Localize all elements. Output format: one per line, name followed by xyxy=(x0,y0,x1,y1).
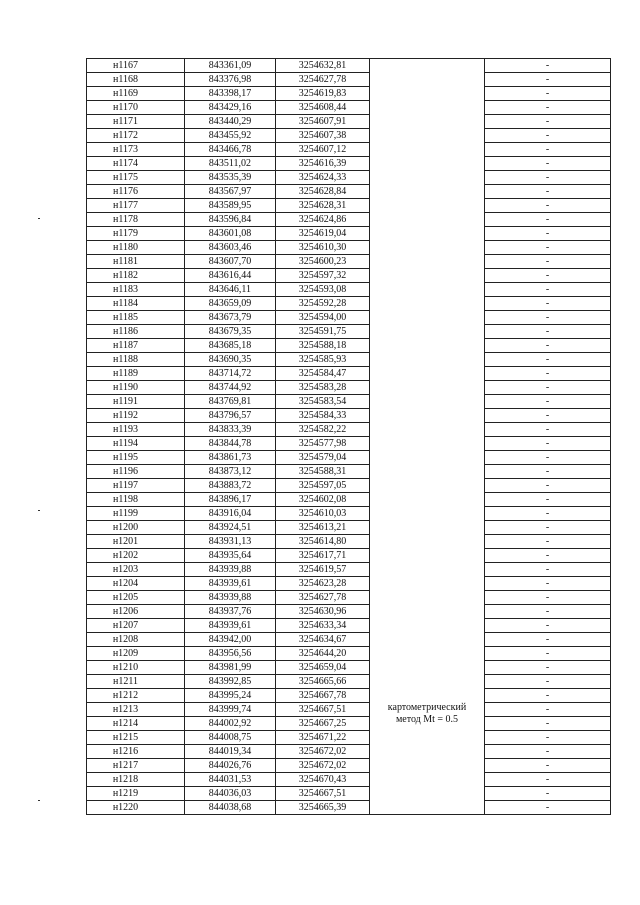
x-coordinate-cell: 843981,99 xyxy=(185,661,276,675)
table-row xyxy=(87,549,611,563)
x-coordinate-cell: 843714,72 xyxy=(185,367,276,381)
y-coordinate-cell: 3254672,02 xyxy=(276,759,370,773)
dash-cell: - xyxy=(485,409,611,423)
y-coordinate-cell: 3254600,23 xyxy=(276,255,370,269)
dash-cell: - xyxy=(485,143,611,157)
y-coordinate-cell: 3254613,21 xyxy=(276,521,370,535)
point-id-cell: н1167 xyxy=(87,59,185,73)
point-id-cell: н1209 xyxy=(87,647,185,661)
y-coordinate-cell: 3254610,03 xyxy=(276,507,370,521)
table-row xyxy=(87,213,611,227)
method-cell xyxy=(370,59,485,815)
dash-cell: - xyxy=(485,395,611,409)
point-id-cell: н1216 xyxy=(87,745,185,759)
x-coordinate-cell: 843567,97 xyxy=(185,185,276,199)
table-row xyxy=(87,325,611,339)
y-coordinate-cell: 3254670,43 xyxy=(276,773,370,787)
table-row xyxy=(87,283,611,297)
y-coordinate-cell: 3254579,04 xyxy=(276,451,370,465)
table-row xyxy=(87,759,611,773)
y-coordinate-cell: 3254591,75 xyxy=(276,325,370,339)
point-id-cell: н1211 xyxy=(87,675,185,689)
x-coordinate-cell: 843511,02 xyxy=(185,157,276,171)
x-coordinate-cell: 843873,12 xyxy=(185,465,276,479)
table-row xyxy=(87,647,611,661)
x-coordinate-cell: 843939,88 xyxy=(185,563,276,577)
point-id-cell: н1170 xyxy=(87,101,185,115)
dash-cell: - xyxy=(485,591,611,605)
dash-cell: - xyxy=(485,703,611,717)
table-row xyxy=(87,129,611,143)
point-id-cell: н1177 xyxy=(87,199,185,213)
dash-cell: - xyxy=(485,101,611,115)
dash-cell: - xyxy=(485,535,611,549)
table-row xyxy=(87,437,611,451)
y-coordinate-cell: 3254584,33 xyxy=(276,409,370,423)
dash-cell: - xyxy=(485,59,611,73)
dash-cell: - xyxy=(485,549,611,563)
x-coordinate-cell: 843535,39 xyxy=(185,171,276,185)
table-row xyxy=(87,101,611,115)
x-coordinate-cell: 843690,35 xyxy=(185,353,276,367)
dash-cell: - xyxy=(485,773,611,787)
table-row xyxy=(87,493,611,507)
x-coordinate-cell: 843924,51 xyxy=(185,521,276,535)
point-id-cell: н1199 xyxy=(87,507,185,521)
dash-cell: - xyxy=(485,437,611,451)
y-coordinate-cell: 3254608,44 xyxy=(276,101,370,115)
y-coordinate-cell: 3254592,28 xyxy=(276,297,370,311)
x-coordinate-cell: 843659,09 xyxy=(185,297,276,311)
dash-cell: - xyxy=(485,479,611,493)
table-row xyxy=(87,227,611,241)
table-row xyxy=(87,311,611,325)
point-id-cell: н1190 xyxy=(87,381,185,395)
y-coordinate-cell: 3254610,30 xyxy=(276,241,370,255)
x-coordinate-cell: 843916,04 xyxy=(185,507,276,521)
point-id-cell: н1217 xyxy=(87,759,185,773)
x-coordinate-cell: 843398,17 xyxy=(185,87,276,101)
point-id-cell: н1212 xyxy=(87,689,185,703)
table-row xyxy=(87,171,611,185)
table-row xyxy=(87,773,611,787)
point-id-cell: н1197 xyxy=(87,479,185,493)
y-coordinate-cell: 3254583,28 xyxy=(276,381,370,395)
x-coordinate-cell: 843603,46 xyxy=(185,241,276,255)
table-row xyxy=(87,563,611,577)
x-coordinate-cell: 843935,64 xyxy=(185,549,276,563)
y-coordinate-cell: 3254617,71 xyxy=(276,549,370,563)
y-coordinate-cell: 3254623,28 xyxy=(276,577,370,591)
point-id-cell: н1185 xyxy=(87,311,185,325)
dash-cell: - xyxy=(485,661,611,675)
point-id-cell: н1202 xyxy=(87,549,185,563)
y-coordinate-cell: 3254632,81 xyxy=(276,59,370,73)
dash-cell: - xyxy=(485,493,611,507)
table-row xyxy=(87,717,611,731)
y-coordinate-cell: 3254671,22 xyxy=(276,731,370,745)
point-id-cell: н1214 xyxy=(87,717,185,731)
point-id-cell: н1175 xyxy=(87,171,185,185)
table-row xyxy=(87,367,611,381)
point-id-cell: н1200 xyxy=(87,521,185,535)
dash-cell: - xyxy=(485,465,611,479)
y-coordinate-cell: 3254667,51 xyxy=(276,703,370,717)
x-coordinate-cell: 843942,00 xyxy=(185,633,276,647)
table-row xyxy=(87,731,611,745)
point-id-cell: н1179 xyxy=(87,227,185,241)
y-coordinate-cell: 3254614,80 xyxy=(276,535,370,549)
table-row xyxy=(87,633,611,647)
table-row xyxy=(87,535,611,549)
table-row xyxy=(87,675,611,689)
point-id-cell: н1183 xyxy=(87,283,185,297)
dash-cell: - xyxy=(485,633,611,647)
point-id-cell: н1210 xyxy=(87,661,185,675)
margin-mark xyxy=(38,218,40,219)
y-coordinate-cell: 3254607,38 xyxy=(276,129,370,143)
y-coordinate-cell: 3254597,05 xyxy=(276,479,370,493)
table-row xyxy=(87,465,611,479)
x-coordinate-cell: 843956,56 xyxy=(185,647,276,661)
point-id-cell: н1168 xyxy=(87,73,185,87)
point-id-cell: н1198 xyxy=(87,493,185,507)
table-row xyxy=(87,199,611,213)
margin-mark xyxy=(38,510,40,511)
y-coordinate-cell: 3254659,04 xyxy=(276,661,370,675)
dash-cell: - xyxy=(485,801,611,815)
x-coordinate-cell: 843939,61 xyxy=(185,619,276,633)
table-row xyxy=(87,59,611,73)
point-id-cell: н1186 xyxy=(87,325,185,339)
dash-cell: - xyxy=(485,605,611,619)
dash-cell: - xyxy=(485,185,611,199)
x-coordinate-cell: 843685,18 xyxy=(185,339,276,353)
x-coordinate-cell: 844026,76 xyxy=(185,759,276,773)
dash-cell: - xyxy=(485,689,611,703)
x-coordinate-cell: 844031,53 xyxy=(185,773,276,787)
table-row xyxy=(87,479,611,493)
dash-cell: - xyxy=(485,759,611,773)
dash-cell: - xyxy=(485,129,611,143)
y-coordinate-cell: 3254628,84 xyxy=(276,185,370,199)
table-row xyxy=(87,661,611,675)
coordinates-table xyxy=(86,58,611,815)
point-id-cell: н1193 xyxy=(87,423,185,437)
y-coordinate-cell: 3254665,66 xyxy=(276,675,370,689)
x-coordinate-cell: 843376,98 xyxy=(185,73,276,87)
table-row xyxy=(87,115,611,129)
y-coordinate-cell: 3254644,20 xyxy=(276,647,370,661)
y-coordinate-cell: 3254619,83 xyxy=(276,87,370,101)
dash-cell: - xyxy=(485,787,611,801)
point-id-cell: н1178 xyxy=(87,213,185,227)
dash-cell: - xyxy=(485,269,611,283)
y-coordinate-cell: 3254582,22 xyxy=(276,423,370,437)
table-row xyxy=(87,339,611,353)
point-id-cell: н1206 xyxy=(87,605,185,619)
dash-cell: - xyxy=(485,563,611,577)
x-coordinate-cell: 843607,70 xyxy=(185,255,276,269)
dash-cell: - xyxy=(485,745,611,759)
x-coordinate-cell: 844008,75 xyxy=(185,731,276,745)
point-id-cell: н1194 xyxy=(87,437,185,451)
x-coordinate-cell: 843937,76 xyxy=(185,605,276,619)
table-row xyxy=(87,619,611,633)
table-row xyxy=(87,521,611,535)
x-coordinate-cell: 843601,08 xyxy=(185,227,276,241)
table-row xyxy=(87,297,611,311)
point-id-cell: н1182 xyxy=(87,269,185,283)
x-coordinate-cell: 843992,85 xyxy=(185,675,276,689)
y-coordinate-cell: 3254667,78 xyxy=(276,689,370,703)
dash-cell: - xyxy=(485,73,611,87)
point-id-cell: н1184 xyxy=(87,297,185,311)
dash-cell: - xyxy=(485,731,611,745)
x-coordinate-cell: 843999,74 xyxy=(185,703,276,717)
point-id-cell: н1191 xyxy=(87,395,185,409)
y-coordinate-cell: 3254585,93 xyxy=(276,353,370,367)
x-coordinate-cell: 843466,78 xyxy=(185,143,276,157)
dash-cell: - xyxy=(485,311,611,325)
point-id-cell: н1174 xyxy=(87,157,185,171)
table-row xyxy=(87,157,611,171)
y-coordinate-cell: 3254634,67 xyxy=(276,633,370,647)
y-coordinate-cell: 3254588,31 xyxy=(276,465,370,479)
dash-cell: - xyxy=(485,241,611,255)
x-coordinate-cell: 843861,73 xyxy=(185,451,276,465)
y-coordinate-cell: 3254627,78 xyxy=(276,591,370,605)
y-coordinate-cell: 3254667,51 xyxy=(276,787,370,801)
table-row xyxy=(87,73,611,87)
method-label-line1: картометрический xyxy=(387,702,467,713)
table-row xyxy=(87,87,611,101)
point-id-cell: н1187 xyxy=(87,339,185,353)
point-id-cell: н1208 xyxy=(87,633,185,647)
table-row xyxy=(87,745,611,759)
y-coordinate-cell: 3254633,34 xyxy=(276,619,370,633)
dash-cell: - xyxy=(485,717,611,731)
table-row xyxy=(87,703,611,717)
dash-cell: - xyxy=(485,87,611,101)
y-coordinate-cell: 3254619,57 xyxy=(276,563,370,577)
point-id-cell: н1196 xyxy=(87,465,185,479)
x-coordinate-cell: 843931,13 xyxy=(185,535,276,549)
x-coordinate-cell: 843679,35 xyxy=(185,325,276,339)
x-coordinate-cell: 843883,72 xyxy=(185,479,276,493)
table-row xyxy=(87,353,611,367)
table-row xyxy=(87,395,611,409)
point-id-cell: н1205 xyxy=(87,591,185,605)
table-row xyxy=(87,423,611,437)
point-id-cell: н1219 xyxy=(87,787,185,801)
dash-cell: - xyxy=(485,675,611,689)
x-coordinate-cell: 843596,84 xyxy=(185,213,276,227)
x-coordinate-cell: 843939,88 xyxy=(185,591,276,605)
dash-cell: - xyxy=(485,115,611,129)
x-coordinate-cell: 843440,29 xyxy=(185,115,276,129)
dash-cell: - xyxy=(485,227,611,241)
point-id-cell: н1195 xyxy=(87,451,185,465)
y-coordinate-cell: 3254588,18 xyxy=(276,339,370,353)
x-coordinate-cell: 843844,78 xyxy=(185,437,276,451)
dash-cell: - xyxy=(485,325,611,339)
dash-cell: - xyxy=(485,213,611,227)
point-id-cell: н1176 xyxy=(87,185,185,199)
table-row xyxy=(87,185,611,199)
x-coordinate-cell: 844019,34 xyxy=(185,745,276,759)
table-row xyxy=(87,409,611,423)
dash-cell: - xyxy=(485,297,611,311)
y-coordinate-cell: 3254672,02 xyxy=(276,745,370,759)
dash-cell: - xyxy=(485,451,611,465)
dash-cell: - xyxy=(485,255,611,269)
y-coordinate-cell: 3254607,91 xyxy=(276,115,370,129)
y-coordinate-cell: 3254597,32 xyxy=(276,269,370,283)
x-coordinate-cell: 843646,11 xyxy=(185,283,276,297)
point-id-cell: н1215 xyxy=(87,731,185,745)
y-coordinate-cell: 3254619,04 xyxy=(276,227,370,241)
table-row xyxy=(87,143,611,157)
dash-cell: - xyxy=(485,339,611,353)
table-row xyxy=(87,255,611,269)
x-coordinate-cell: 843833,39 xyxy=(185,423,276,437)
point-id-cell: н1189 xyxy=(87,367,185,381)
y-coordinate-cell: 3254616,39 xyxy=(276,157,370,171)
method-label-line2: метод Mt = 0.5 xyxy=(395,714,459,725)
point-id-cell: н1173 xyxy=(87,143,185,157)
coordinates-table-body xyxy=(87,59,611,815)
dash-cell: - xyxy=(485,381,611,395)
dash-cell: - xyxy=(485,367,611,381)
y-coordinate-cell: 3254593,08 xyxy=(276,283,370,297)
table-row xyxy=(87,591,611,605)
point-id-cell: н1207 xyxy=(87,619,185,633)
dash-cell: - xyxy=(485,171,611,185)
table-row xyxy=(87,507,611,521)
dash-cell: - xyxy=(485,577,611,591)
x-coordinate-cell: 843939,61 xyxy=(185,577,276,591)
x-coordinate-cell: 843361,09 xyxy=(185,59,276,73)
y-coordinate-cell: 3254594,00 xyxy=(276,311,370,325)
dash-cell: - xyxy=(485,199,611,213)
x-coordinate-cell: 843769,81 xyxy=(185,395,276,409)
dash-cell: - xyxy=(485,353,611,367)
point-id-cell: н1201 xyxy=(87,535,185,549)
y-coordinate-cell: 3254628,31 xyxy=(276,199,370,213)
point-id-cell: н1169 xyxy=(87,87,185,101)
x-coordinate-cell: 844002,92 xyxy=(185,717,276,731)
x-coordinate-cell: 844036,03 xyxy=(185,787,276,801)
y-coordinate-cell: 3254602,08 xyxy=(276,493,370,507)
x-coordinate-cell: 843589,95 xyxy=(185,199,276,213)
table-row xyxy=(87,801,611,815)
y-coordinate-cell: 3254665,39 xyxy=(276,801,370,815)
x-coordinate-cell: 843744,92 xyxy=(185,381,276,395)
table-row xyxy=(87,451,611,465)
y-coordinate-cell: 3254624,86 xyxy=(276,213,370,227)
x-coordinate-cell: 843673,79 xyxy=(185,311,276,325)
table-row xyxy=(87,269,611,283)
table-row xyxy=(87,605,611,619)
point-id-cell: н1213 xyxy=(87,703,185,717)
dash-cell: - xyxy=(485,423,611,437)
y-coordinate-cell: 3254583,54 xyxy=(276,395,370,409)
x-coordinate-cell: 843995,24 xyxy=(185,689,276,703)
point-id-cell: н1218 xyxy=(87,773,185,787)
point-id-cell: н1180 xyxy=(87,241,185,255)
x-coordinate-cell: 843455,92 xyxy=(185,129,276,143)
y-coordinate-cell: 3254667,25 xyxy=(276,717,370,731)
x-coordinate-cell: 843616,44 xyxy=(185,269,276,283)
y-coordinate-cell: 3254607,12 xyxy=(276,143,370,157)
dash-cell: - xyxy=(485,157,611,171)
table-row xyxy=(87,689,611,703)
dash-cell: - xyxy=(485,619,611,633)
table-row xyxy=(87,577,611,591)
y-coordinate-cell: 3254577,98 xyxy=(276,437,370,451)
y-coordinate-cell: 3254584,47 xyxy=(276,367,370,381)
point-id-cell: н1181 xyxy=(87,255,185,269)
x-coordinate-cell: 843896,17 xyxy=(185,493,276,507)
y-coordinate-cell: 3254627,78 xyxy=(276,73,370,87)
table-row xyxy=(87,381,611,395)
dash-cell: - xyxy=(485,647,611,661)
point-id-cell: н1220 xyxy=(87,801,185,815)
x-coordinate-cell: 844038,68 xyxy=(185,801,276,815)
point-id-cell: н1192 xyxy=(87,409,185,423)
point-id-cell: н1204 xyxy=(87,577,185,591)
point-id-cell: н1172 xyxy=(87,129,185,143)
y-coordinate-cell: 3254624,33 xyxy=(276,171,370,185)
y-coordinate-cell: 3254630,96 xyxy=(276,605,370,619)
point-id-cell: н1188 xyxy=(87,353,185,367)
table-row xyxy=(87,241,611,255)
table-row xyxy=(87,787,611,801)
x-coordinate-cell: 843796,57 xyxy=(185,409,276,423)
x-coordinate-cell: 843429,16 xyxy=(185,101,276,115)
dash-cell: - xyxy=(485,521,611,535)
dash-cell: - xyxy=(485,507,611,521)
margin-mark xyxy=(38,800,40,801)
point-id-cell: н1171 xyxy=(87,115,185,129)
point-id-cell: н1203 xyxy=(87,563,185,577)
dash-cell: - xyxy=(485,283,611,297)
